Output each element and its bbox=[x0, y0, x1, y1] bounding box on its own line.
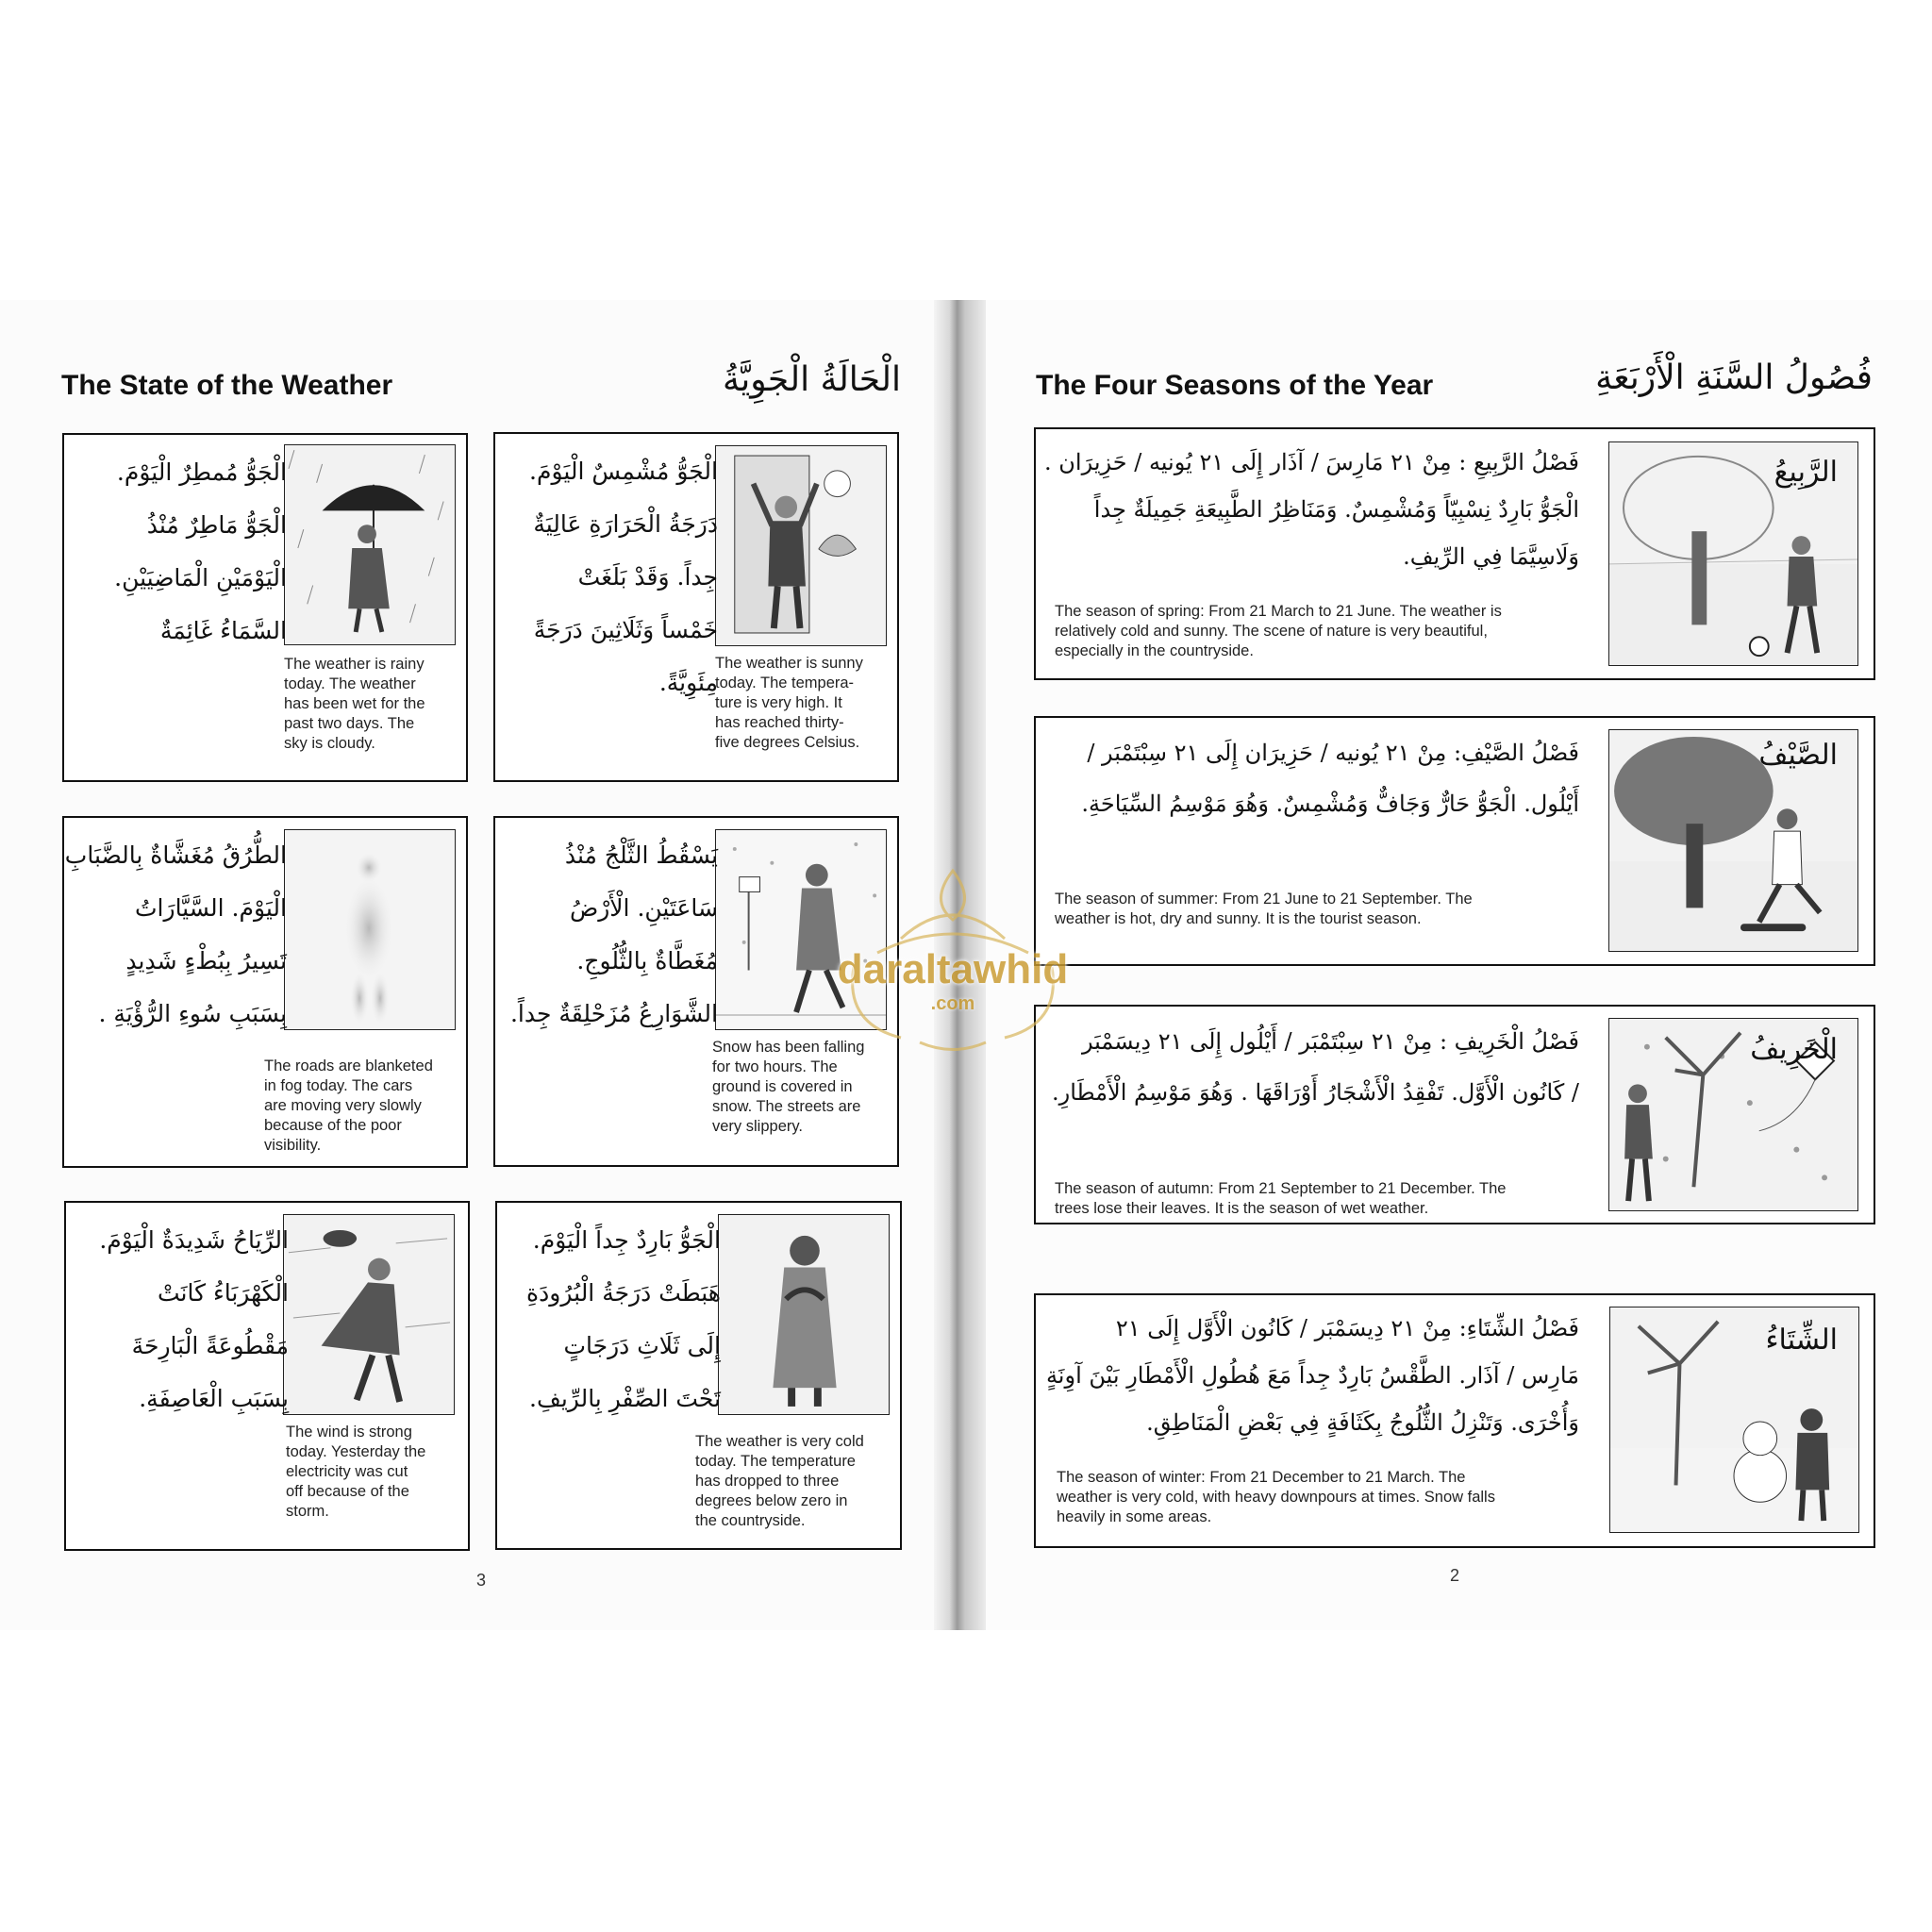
watermark-logo bbox=[788, 863, 1118, 1061]
sunny-illustration bbox=[715, 445, 887, 646]
weather-card-rainy bbox=[62, 433, 468, 782]
spring-name-ar: الرَّبِيعُ bbox=[1774, 456, 1838, 489]
weather-card-sunny bbox=[493, 432, 899, 782]
autumn-text-ar: فَصْلُ الْخَرِيفِ : مِنْ ٢١ سِبْتَمْبَر / أَيْلُول إِلَى ٢١ دِيسَمْبَر / كَانُون الْأَوَّل. تَفْقِدُ الْأَشْجَارُ أَوْرَاقَهَا . وَهُوَ مَوْسِمُ الْأَمْطَارِ. bbox=[1051, 1028, 1579, 1106]
snow-text-ar: يَسْقُطُ الثَّلْجُ مُنْذُ سَاعَتَيْنِ. الْأَرْضُ مُغَطَّاةٌ بِالثُّلُوجِ. الشَّوَارِعُ مُزَحْلِقَةٌ جِداً. bbox=[509, 841, 718, 1027]
cold-text-ar: الْجَوُّ بَارِدٌ جِداً الْيَوْمَ. هَبَطَتْ دَرَجَةُ الْبُرُودَةِ إِلَى ثَلَاثِ دَرَجَاتٍ تَحْتَ الصِّفْرِ بِالرِّيفِ. bbox=[526, 1226, 721, 1412]
snow-text-en: Snow has been falling for two hours. The ground is covered in snow. The streets are very slippery. bbox=[712, 1039, 865, 1135]
weather-card-cold bbox=[495, 1201, 902, 1550]
watermark-text: daraltawhid bbox=[837, 946, 1069, 992]
windy-text-en: The wind is strong today. Yesterday the electricity was cut off because of the storm. bbox=[286, 1424, 426, 1520]
spring-text-ar: فَصْلُ الرَّبِيعِ : مِنْ ٢١ مَارِسَ / آذَار إِلَى ٢١ يُونيه / حَزِيرَان . الْجَوُّ بَارِدٌ نِسْبِيّاً وَمُشْمِسٌ. وَمَنَاظِرُ الطَّبِيعَةِ جَمِيلَةٌ جِداً وَلَاسِيَّمَا فِي الرِّيفِ. bbox=[1044, 449, 1579, 570]
watermark-suffix: .com bbox=[930, 993, 975, 1014]
spring-text-en: The season of spring: From 21 March to 21 June. The weather is relatively cold and sunny. The scene of nature is very beautiful, especially in the countryside. bbox=[1055, 603, 1502, 659]
sunny-text-ar: الْجَوُّ مُشْمِسٌ الْيَوْمَ. دَرَجَةُ الْحَرَارَةِ عَالِيَةٌ جِداً. وَقَدْ بَلَغَتْ خَمْساً وَثَلَاثِينَ دَرَجَةً مِئَوِيَّةً. bbox=[529, 458, 718, 696]
windy-illustration bbox=[283, 1214, 455, 1415]
right-title-ar: فُصُولُ السَّنَةِ الْأَرْبَعَةِ bbox=[1595, 358, 1873, 397]
page-number-left: 3 bbox=[476, 1571, 487, 1590]
cold-illustration bbox=[718, 1214, 890, 1415]
summer-text-en: The season of summer: From 21 June to 21 September. The weather is hot, dry and sunny. It is the tourist season. bbox=[1055, 891, 1473, 927]
winter-text-ar: فَصْلُ الشِّتَاءِ: مِنْ ٢١ دِيسَمْبَر / كَانُون الْأَوَّل إِلَى ٢١ مَارِس / آذَار. الطَّقْسُ بَارِدٌ جِداً مَعَ هُطُولِ الْأَمْطَارِ بَيْنَ آوِنَةٍ وَأُخْرَى. وَتَنْزِلُ الثُّلُوجُ بِكَثَافَةٍ فِي بَعْضِ الْمَنَاطِقِ. bbox=[1045, 1315, 1579, 1436]
season-card-summer bbox=[1034, 716, 1875, 966]
season-card-winter bbox=[1034, 1293, 1875, 1548]
left-title-ar: الْحَالَةُ الْجَوِيَّةُ bbox=[722, 360, 901, 399]
autumn-name-ar: الْخَرِيفُ bbox=[1750, 1033, 1838, 1066]
summer-text-ar: فَصْلُ الصَّيْفِ: مِنْ ٢١ يُونيه / حَزِيرَان إِلَى ٢١ سِبْتَمْبَر / أَيْلُول. الْجَوُّ حَارٌّ وَجَافٌّ وَمُشْمِسٌ. وَهُوَ مَوْسِمُ السِّيَاحَةِ. bbox=[1081, 740, 1579, 817]
winter-text-en: The season of winter: From 21 December to 21 March. The weather is very cold, with heavy downpours at times. Snow falls heavily in some areas. bbox=[1057, 1469, 1495, 1525]
windy-text-ar: الرِّيَاحُ شَدِيدَةٌ الْيَوْمَ. الْكَهْرَبَاءُ كَانَتْ مَقْطُوعَةً الْبَارِحَةَ بِسَبَبِ الْعَاصِفَةِ. bbox=[99, 1226, 289, 1412]
rainy-illustration bbox=[284, 444, 456, 645]
cold-text-en: The weather is very cold today. The temperature has dropped to three degrees below zero in the countryside. bbox=[695, 1433, 864, 1529]
sunny-text-en: The weather is sunny today. The tempera- ture is very high. It has reached thirty- five degrees Celsius. bbox=[715, 655, 863, 751]
weather-card-windy bbox=[64, 1201, 470, 1551]
season-card-autumn bbox=[1034, 1005, 1875, 1224]
page-number-right: 2 bbox=[1450, 1566, 1460, 1585]
fog-text-en: The roads are blanketed in fog today. The cars are moving very slowly because of the poor visibility. bbox=[264, 1058, 433, 1154]
season-card-spring bbox=[1034, 427, 1875, 680]
fog-illustration bbox=[284, 829, 456, 1030]
right-title-en: The Four Seasons of the Year bbox=[1036, 370, 1434, 401]
autumn-text-en: The season of autumn: From 21 September to 21 December. The trees lose their leaves. It is the season of wet weather. bbox=[1055, 1180, 1507, 1217]
summer-name-ar: الصَّيْفُ bbox=[1758, 739, 1838, 772]
left-title-en: The State of the Weather bbox=[61, 370, 393, 401]
weather-card-fog bbox=[62, 816, 468, 1168]
rainy-text-en: The weather is rainy today. The weather has been wet for the past two days. The sky is cloudy. bbox=[284, 656, 425, 752]
winter-name-ar: الشِّتَاءُ bbox=[1765, 1324, 1838, 1357]
rainy-text-ar: الْجَوُّ مُمطِرٌ الْيَوْمَ. الْجَوُّ مَاطِرٌ مُنْذُ الْيَوْمَيْنِ الْمَاضِيَيْنِ. السَّمَاءُ غَائِمَةٌ bbox=[114, 458, 287, 644]
fog-text-ar: الطُّرُقُ مُغَشَّاةٌ بِالضَّبَابِ الْيَوْمَ. السَّيَّارَاتُ تَسِيرُ بِبُطْءٍ شَدِيدٍ بِسَبَبِ سُوءِ الرُّؤْيَةِ . bbox=[64, 841, 287, 1027]
